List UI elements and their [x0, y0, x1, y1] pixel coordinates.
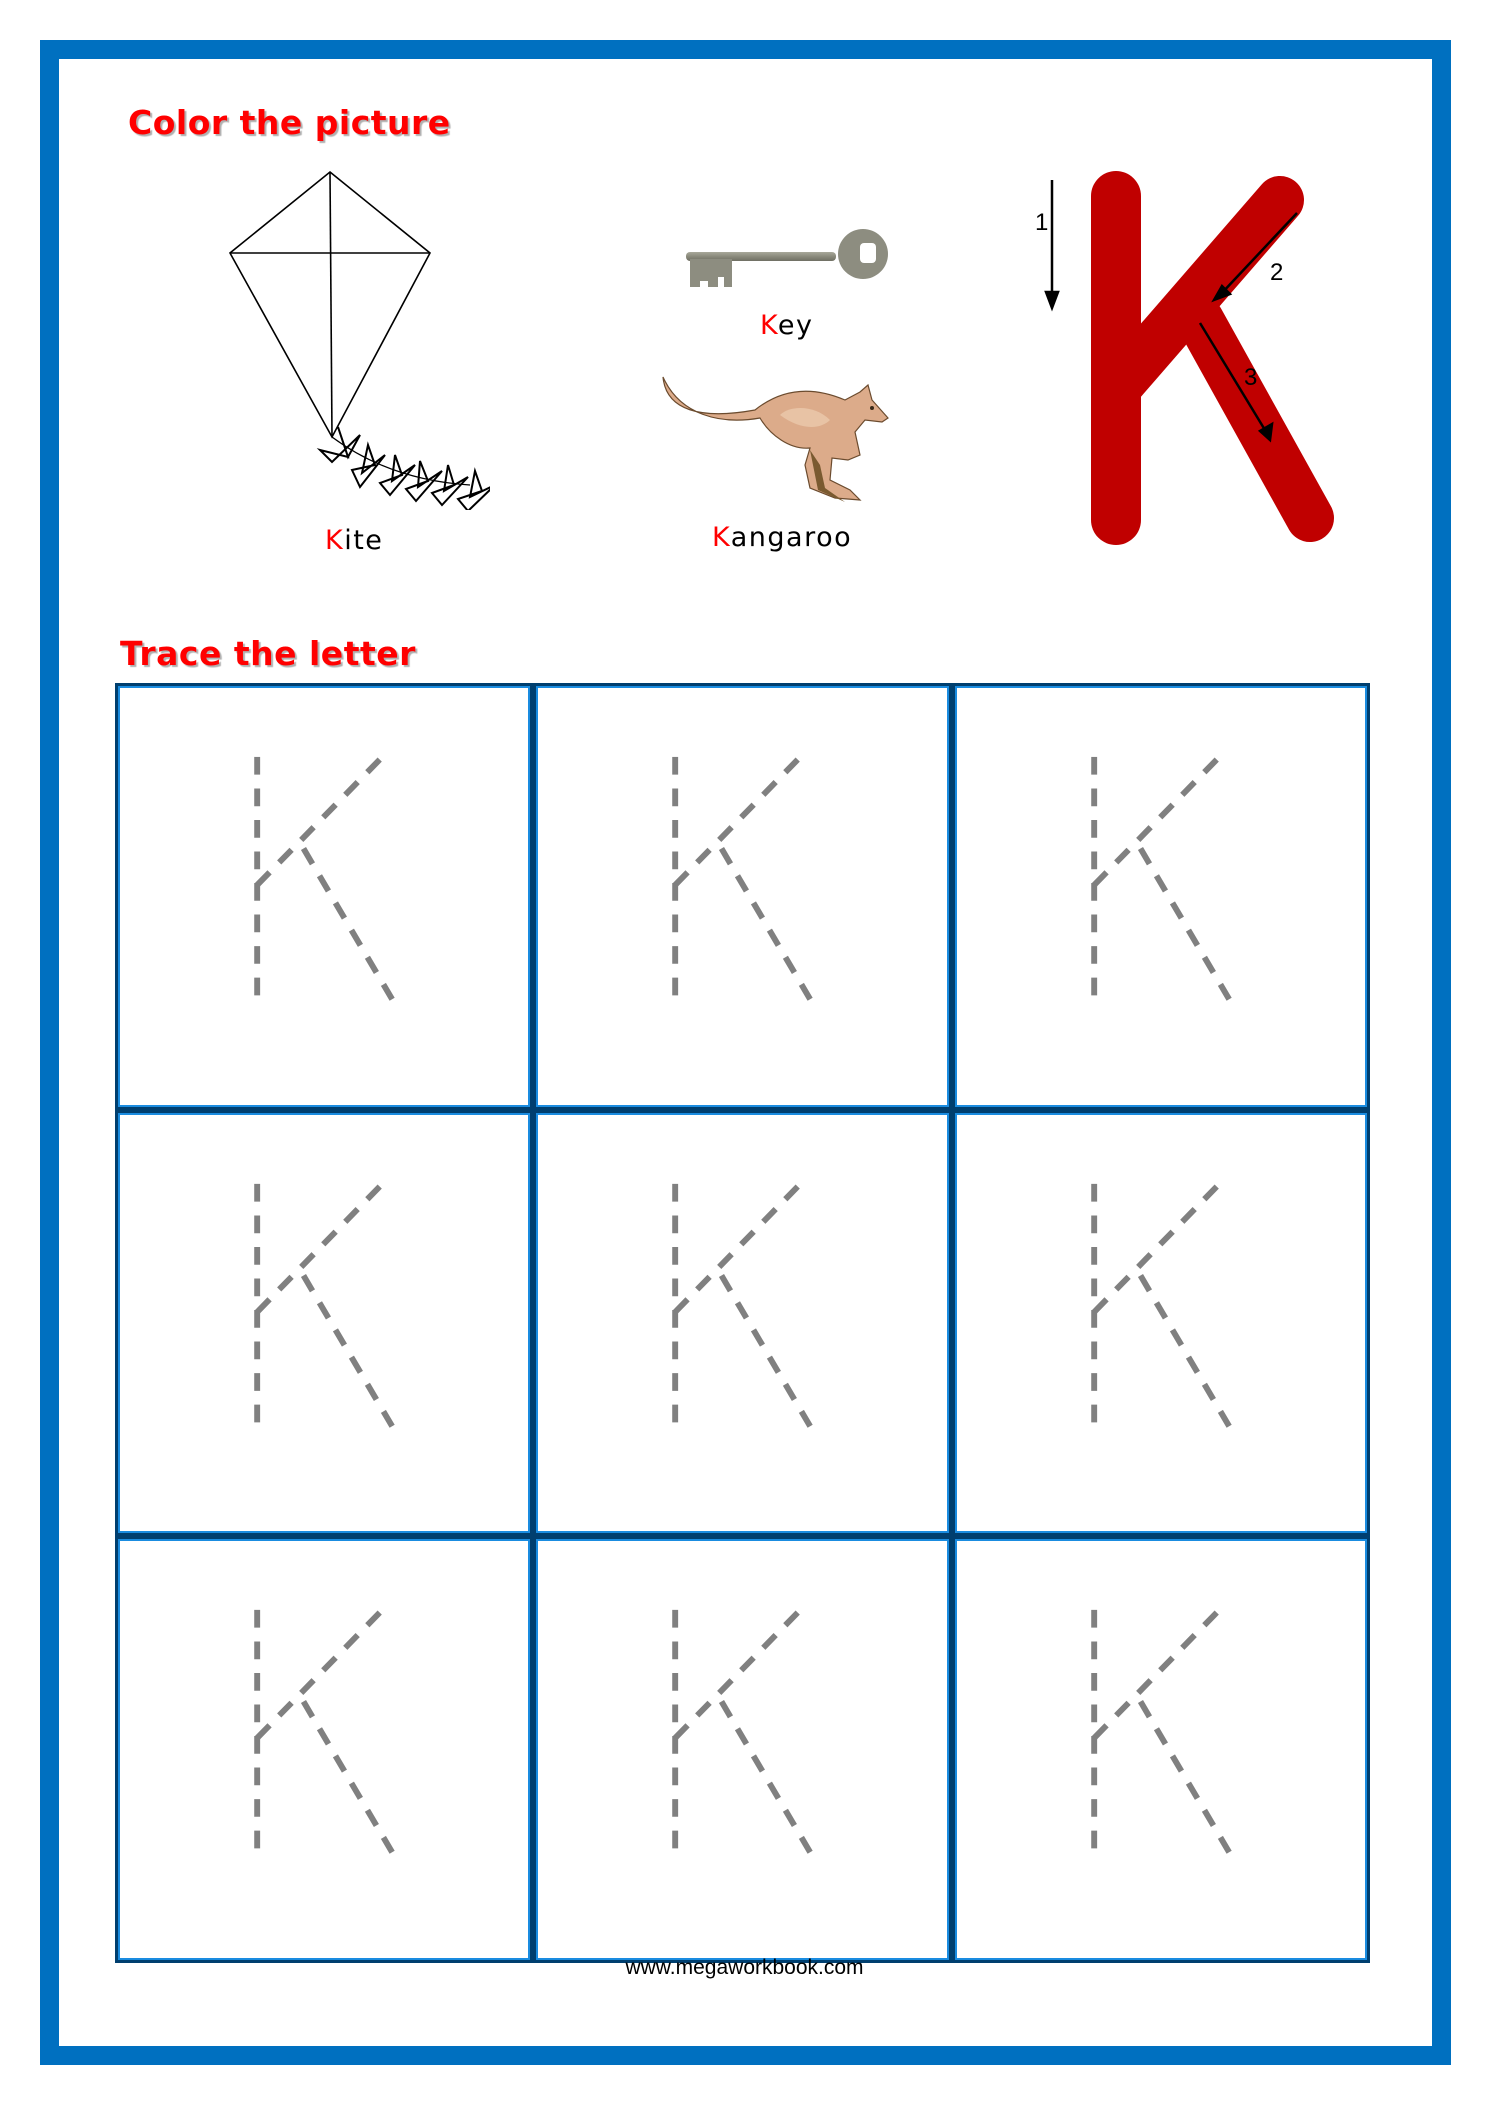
dashed-letter-k-icon [118, 1113, 530, 1534]
dashed-letter-k-icon [955, 1539, 1367, 1960]
tracing-grid [115, 683, 1370, 1963]
stroke-step-2: 2 [1270, 259, 1284, 286]
stroke-step-3: 3 [1244, 364, 1258, 391]
key-label-rest: ey [777, 310, 814, 341]
trace-cell[interactable] [533, 683, 951, 1110]
dashed-letter-k-icon [536, 1539, 948, 1960]
color-picture-heading: Color the picture [128, 103, 451, 142]
kangaroo-icon [660, 370, 905, 515]
key-label [760, 310, 813, 341]
dashed-letter-k-icon [536, 1113, 948, 1534]
dashed-letter-k-icon [955, 1113, 1367, 1534]
dashed-letter-k-icon [536, 686, 948, 1107]
kangaroo-label [712, 522, 852, 553]
dashed-letter-k-icon [118, 1539, 530, 1960]
stroke-step-1: 1 [1035, 209, 1049, 236]
trace-cell[interactable] [115, 1536, 533, 1963]
kangaroo-label-rest: angaroo [730, 522, 853, 553]
dashed-letter-k-icon [955, 686, 1367, 1107]
trace-cell[interactable] [952, 683, 1370, 1110]
kite-icon [220, 165, 490, 510]
key-icon [680, 225, 890, 290]
letter-k-stroke-guide [1030, 160, 1340, 555]
dashed-letter-k-icon [118, 686, 530, 1107]
trace-cell[interactable] [533, 1110, 951, 1537]
trace-cell[interactable] [115, 1110, 533, 1537]
kite-label-rest: ite [344, 525, 384, 556]
trace-cell[interactable] [533, 1536, 951, 1963]
key-label-first-letter: K [760, 310, 778, 341]
kangaroo-label-first-letter: K [712, 522, 731, 553]
trace-cell[interactable] [952, 1536, 1370, 1963]
kite-label-first-letter: K [325, 525, 345, 556]
footer-website: www.megaworkbook.com [625, 1956, 864, 1979]
trace-cell[interactable] [952, 1110, 1370, 1537]
trace-letter-heading: Trace the letter [120, 634, 416, 673]
kite-label [325, 525, 383, 556]
trace-cell[interactable] [115, 683, 533, 1110]
